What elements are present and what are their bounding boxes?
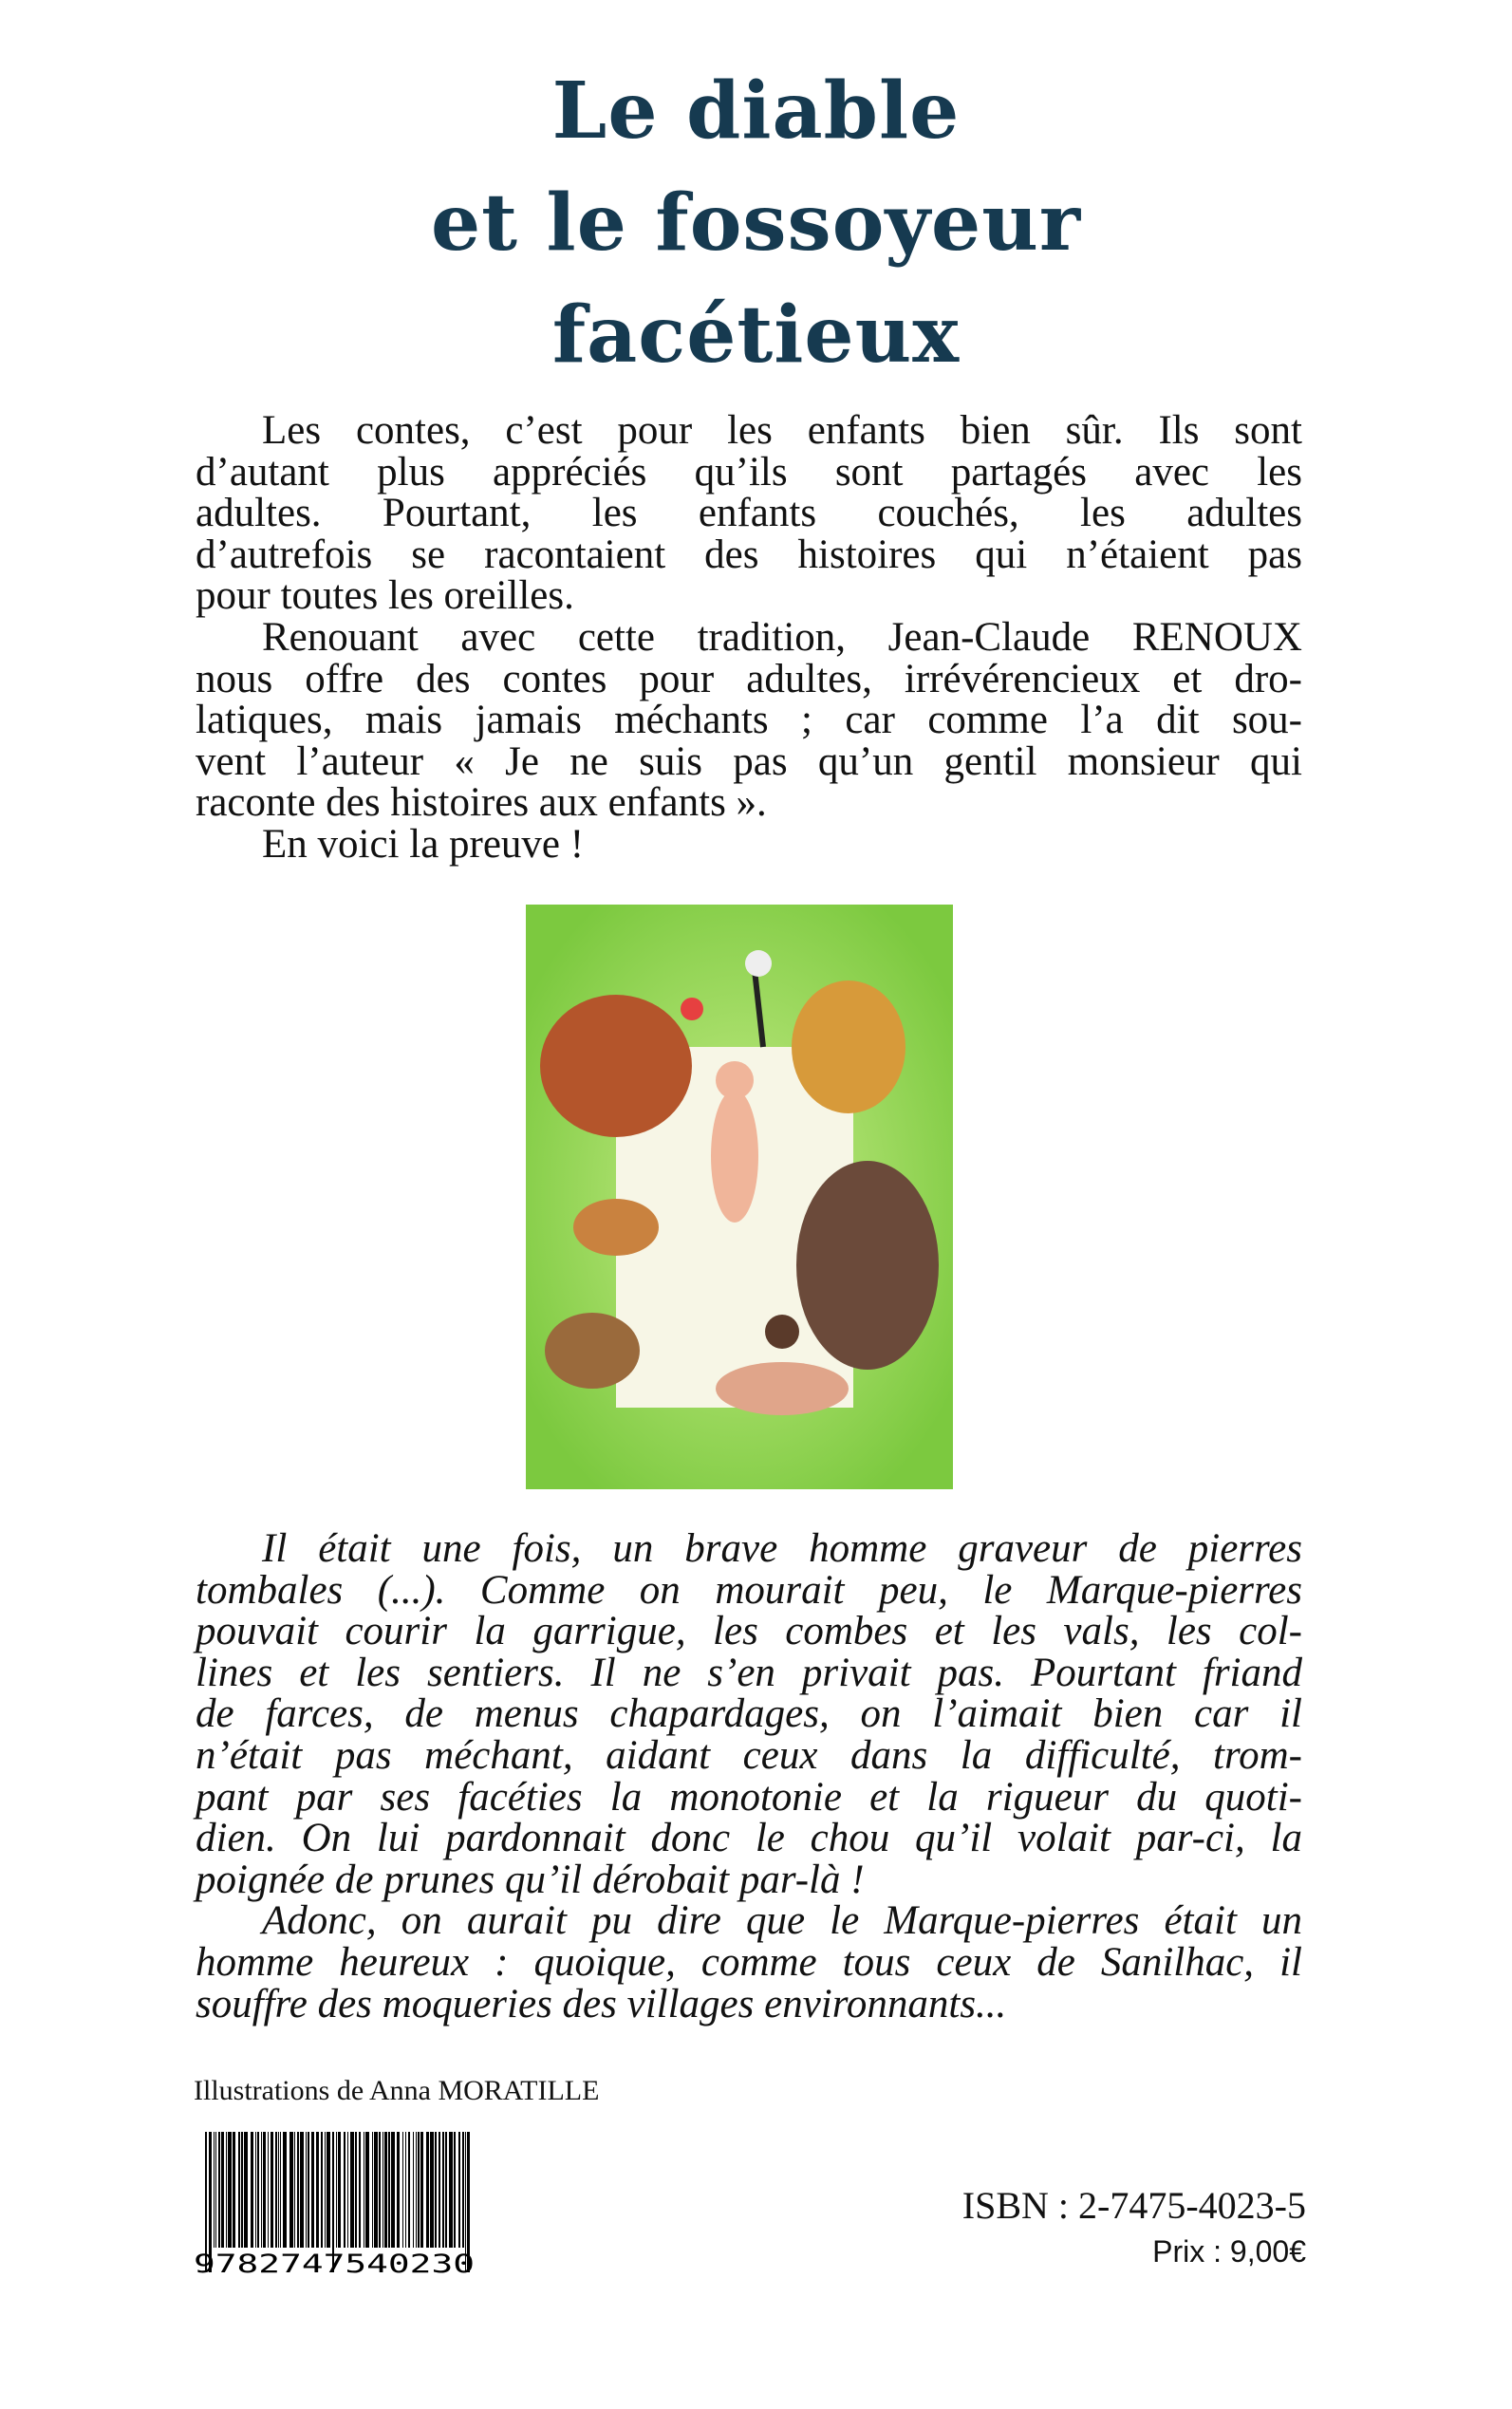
- barcode-bar: [374, 2132, 378, 2248]
- barcode-bar: [255, 2132, 256, 2248]
- barcode-bar: [458, 2132, 460, 2248]
- barcode-bar: [251, 2132, 253, 2248]
- barcode-bar: [359, 2132, 361, 2248]
- barcode-bar: [268, 2132, 269, 2248]
- donkey-figure: [796, 1161, 939, 1370]
- illustration-credit: Illustrations de Anna MORATILLE: [194, 2075, 600, 2106]
- text-line: n’était pas méchant, aidant ceux dans la difficulté, trom-: [196, 1732, 1302, 1778]
- intro-text: [196, 410, 1302, 866]
- barcode-bar: [408, 2132, 410, 2248]
- barcode-bar: [365, 2132, 369, 2248]
- barcode-bar: [278, 2132, 279, 2248]
- cow-figure: [540, 995, 692, 1137]
- barcode-bar: [316, 2132, 319, 2248]
- barcode-bar: [218, 2132, 220, 2248]
- barcode-bar: [271, 2132, 273, 2248]
- barcode-bar: [454, 2132, 456, 2248]
- barcode-bar: [347, 2132, 348, 2248]
- barcode-bar: [214, 2132, 215, 2248]
- barcode-bar: [308, 2132, 309, 2248]
- barcode-bar: [391, 2132, 395, 2248]
- text-line: latiques, mais jamais méchants ; car comme l’a dit sou-: [196, 698, 1302, 743]
- barcode-bar: [283, 2132, 287, 2248]
- barcode-bar: [289, 2132, 293, 2248]
- barcode-bar: [397, 2132, 400, 2248]
- title-line: et le fossoyeur: [430, 177, 1082, 269]
- barcode-bar: [426, 2132, 429, 2248]
- text-line: d’autant plus appréciés qu’ils sont partagés avec les: [196, 449, 1302, 495]
- barcode-bar: [221, 2132, 224, 2248]
- text-line: lines et les sentiers. Il ne s’en privait pas. Pourtant friand: [196, 1650, 1302, 1695]
- barcode-bar: [226, 2132, 227, 2248]
- price: Prix : 9,00€: [1152, 2234, 1306, 2269]
- barcode-bar: [294, 2132, 295, 2248]
- excerpt-text: [196, 1528, 1302, 2025]
- barcode-bar: [306, 2132, 307, 2248]
- text-line: pant par ses facéties la monotonie et la rigueur du quoti-: [196, 1774, 1302, 1820]
- barcode-bar: [435, 2132, 437, 2248]
- cover-illustration: [526, 905, 953, 1489]
- barcode-bar: [275, 2132, 277, 2248]
- barcode-bar: [321, 2132, 323, 2248]
- barcode-bar: [402, 2132, 403, 2248]
- barcode-bar: [325, 2132, 326, 2248]
- text-line: Les contes, c’est pour les enfants bien sûr. Ils sont: [262, 408, 1302, 453]
- barcode-bar: [462, 2132, 464, 2248]
- barcode-bar: [350, 2132, 354, 2248]
- barcode-bar: [280, 2132, 281, 2248]
- barcode-bar: [430, 2132, 434, 2248]
- barcode-bar: [263, 2132, 266, 2248]
- barcode-bar: [241, 2132, 243, 2248]
- barcode-bar: [238, 2132, 240, 2248]
- text-line: adultes. Pourtant, les enfants couchés, les adultes: [196, 491, 1302, 536]
- barcode-bar: [420, 2132, 423, 2248]
- lion-figure: [792, 980, 905, 1113]
- woman-figure: [711, 1090, 758, 1223]
- title-line: Le diable: [551, 65, 961, 157]
- text-line: Adonc, on aurait pu dire que le Marque-pierres était un: [262, 1898, 1302, 1944]
- isbn: ISBN : 2-7475-4023-5: [961, 2184, 1306, 2227]
- barcode-bar: [355, 2132, 357, 2248]
- barcode-bar: [442, 2132, 444, 2248]
- barcode-bar: [233, 2132, 235, 2248]
- barcode-bar: [405, 2132, 406, 2248]
- text-line: homme heureux : quoique, comme tous ceux de Sanilhac, il: [196, 1939, 1302, 1985]
- barcode-bar: [416, 2132, 417, 2248]
- barcode-bar: [300, 2132, 304, 2248]
- text-line: nous offre des contes pour adultes, irrévérencieux et dro-: [196, 656, 1302, 701]
- barcode-bar: [336, 2132, 337, 2248]
- barcode-bar: [418, 2132, 420, 2248]
- text-line: Il était une fois, un brave homme graveur de pierres: [262, 1526, 1302, 1571]
- barcode-bar: [338, 2132, 341, 2248]
- text-line: pouvait courir la garrigue, les combes et les vals, les col-: [196, 1609, 1302, 1654]
- barcode-bar: [445, 2132, 447, 2248]
- barcode-bar: [413, 2132, 414, 2248]
- barcode-bar: [297, 2132, 299, 2248]
- barcode-bar: [244, 2132, 248, 2248]
- barcode-bar: [327, 2132, 330, 2248]
- barcode-bar: [228, 2132, 232, 2248]
- barcode-bar: [311, 2132, 314, 2248]
- barcode-bar: [379, 2132, 381, 2248]
- barcode-bar: [261, 2132, 262, 2248]
- title-line: facétieux: [551, 289, 961, 381]
- text-line: pour toutes les oreilles.: [196, 573, 574, 619]
- barcode-bar: [388, 2132, 390, 2248]
- text-line: vent l’auteur « Je ne suis pas qu’un gentil monsieur qui: [196, 738, 1302, 784]
- text-line: poignée de prunes qu’il dérobait par-là !: [196, 1857, 865, 1902]
- barcode-bar: [215, 2132, 216, 2248]
- barcode-bar: [439, 2132, 440, 2248]
- barcode-bar: [449, 2132, 453, 2248]
- text-line: d’autrefois se racontaient des histoires qui n’étaient pas: [196, 532, 1302, 577]
- text-line: En voici la preuve !: [262, 821, 585, 867]
- text-line: dien. On lui pardonnait donc le chou qu’il volait par-ci, la: [196, 1816, 1302, 1861]
- barcode-bar: [372, 2132, 373, 2248]
- barcode-bar: [344, 2132, 345, 2248]
- barcode-bar: [384, 2132, 387, 2248]
- book-title: [0, 55, 1512, 391]
- text-line: raconte des histoires aux enfants ».: [196, 780, 767, 826]
- text-line: de farces, de menus chapardages, on l’aimait bien car il: [196, 1691, 1302, 1737]
- barcode-bar: [257, 2132, 259, 2248]
- text-line: Renouant avec cette tradition, Jean-Claude RENOUX: [262, 614, 1302, 660]
- barcode-digits: 9782747540230: [194, 2250, 475, 2274]
- barcode: [194, 2132, 475, 2274]
- text-line: souffre des moqueries des villages environnants...: [196, 1981, 1007, 2026]
- text-line: tombales (...). Comme on mourait peu, le Marque-pierres: [196, 1567, 1302, 1613]
